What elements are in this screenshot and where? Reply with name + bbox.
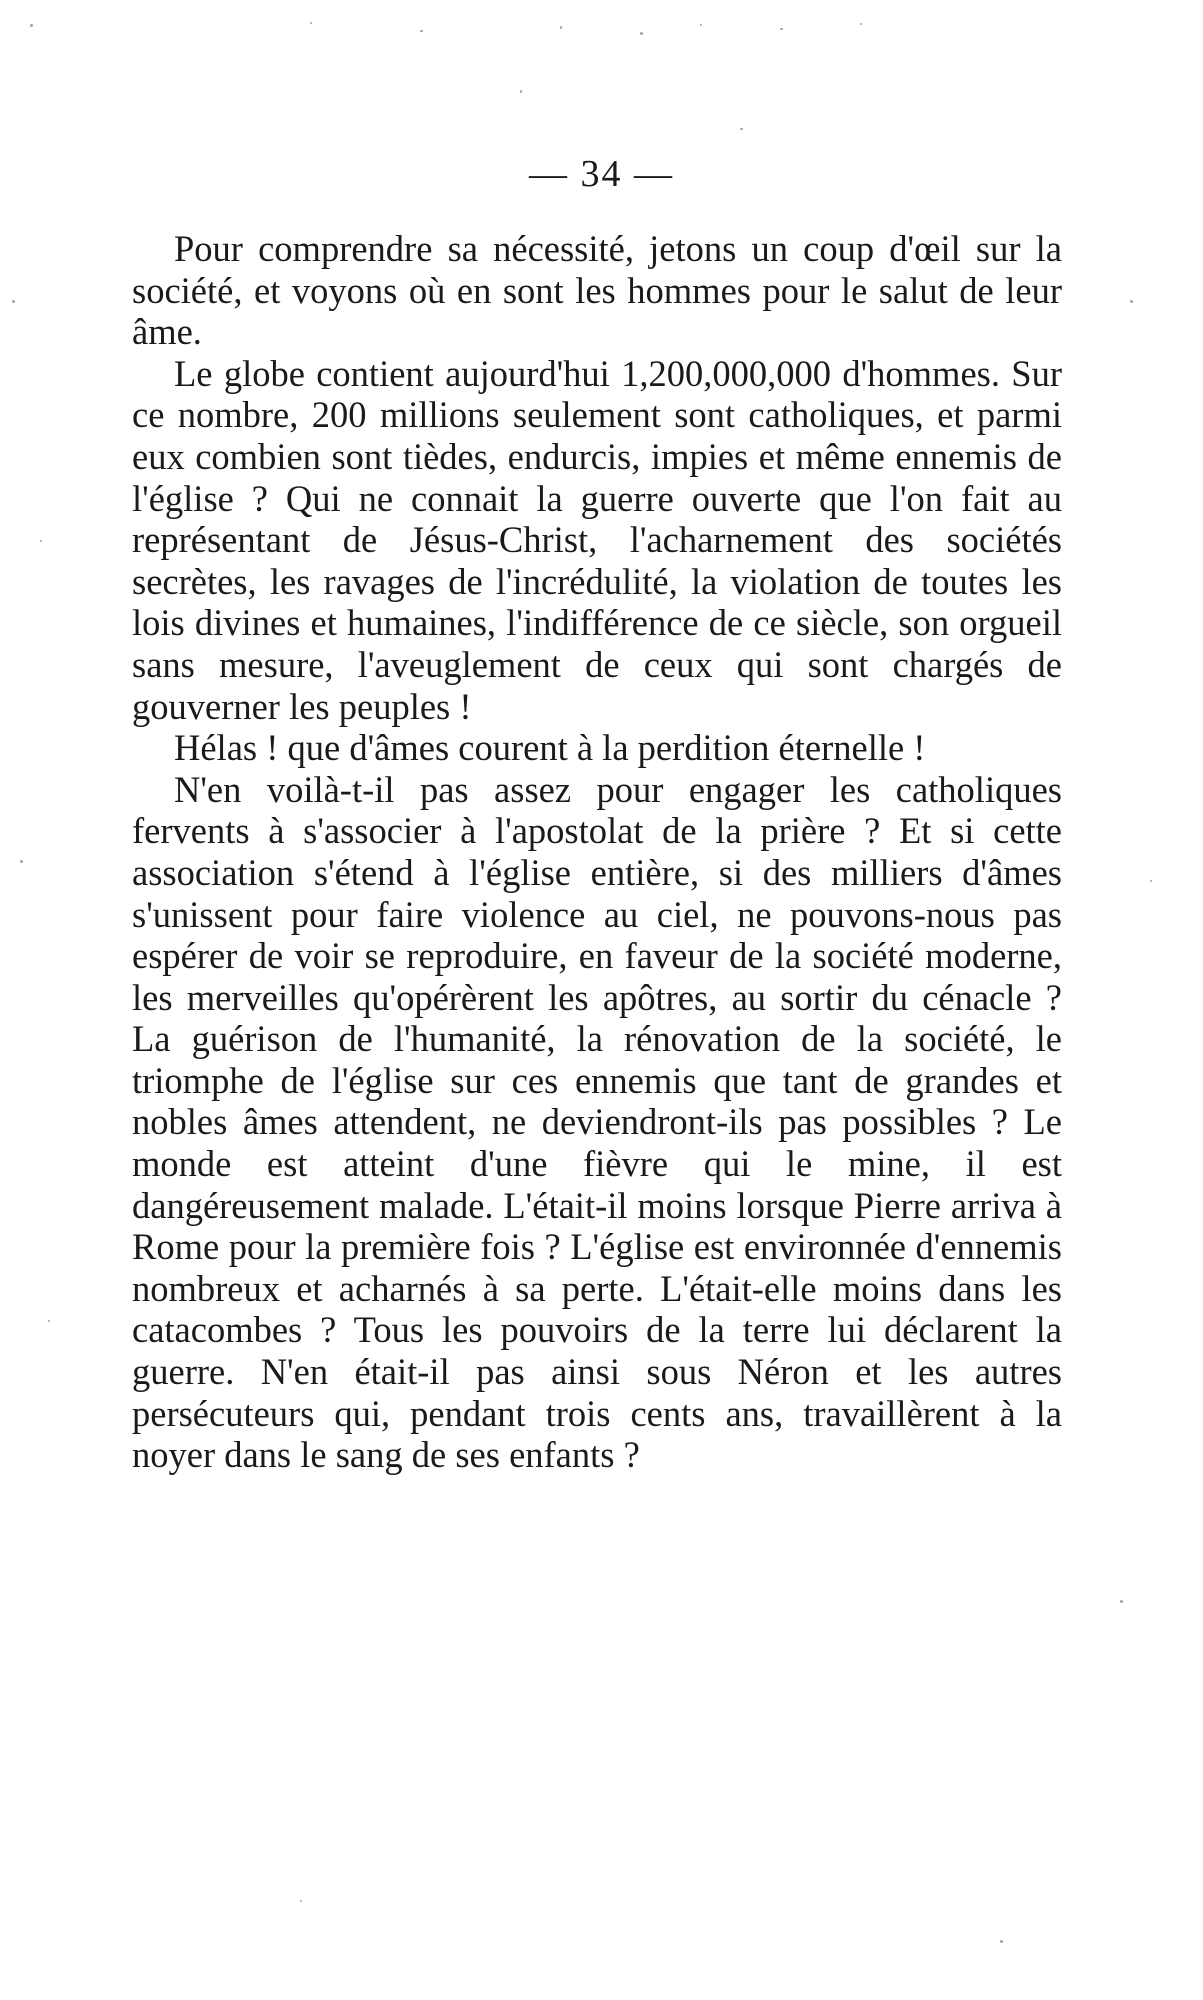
speck bbox=[780, 28, 783, 30]
speck bbox=[860, 23, 862, 25]
top-print-noise bbox=[0, 18, 1203, 48]
body-text bbox=[132, 228, 1062, 1476]
speck bbox=[310, 22, 312, 24]
speck bbox=[20, 860, 23, 863]
speck bbox=[740, 128, 743, 130]
speck bbox=[12, 300, 15, 303]
speck bbox=[1150, 880, 1152, 882]
speck bbox=[30, 24, 33, 27]
speck bbox=[1120, 1600, 1123, 1603]
paragraph: Hélas ! que d'âmes courent à la perdition éternelle ! bbox=[174, 727, 926, 769]
speck bbox=[700, 24, 702, 26]
speck bbox=[560, 26, 562, 29]
speck bbox=[420, 30, 423, 32]
speck bbox=[1000, 1940, 1003, 1943]
paragraph: Le globe contient aujourd'hui 1,200,000,000 d'hommes. Sur ce nombre, 200 millions seulement sont catholiques, et parmi eux combien sont tièdes, endurcis, impies et même ennemis de l'église ? Qui ne connait la guerre ouverte que l'on fait au représentant de Jésus-Christ, l'acharnement des sociétés secrètes, les ravages de l'incrédulité, la violation de toutes les lois divines et humaines, l'indifférence de ce siècle, son orgueil sans mesure, l'aveuglement de ceux qui sont chargés de gouverner les peuples ! bbox=[132, 352, 1062, 727]
page-number: — 34 — bbox=[529, 153, 674, 195]
speck bbox=[640, 32, 643, 35]
speck bbox=[48, 1320, 50, 1322]
paragraph: N'en voilà-t-il pas assez pour engager les catholiques fervents à s'associer à l'apostolat de la prière ? Et si cette association s'étend à l'église entière, si des milliers d'âmes s'unissent pour faire violence au ciel, ne pouvons-nous pas espérer de voir se reproduire, en faveur de la société moderne, les merveilles qu'opérèrent les apôtres, au sortir du cénacle ? La guérison de l'humanité, la rénovation de la société, le triomphe de l'église sur ces ennemis que tant de grandes et nobles âmes attendent, ne deviendront-ils pas possibles ? Le monde est atteint d'une fièvre qui le mine, il est dangéreusement malade. L'était-il moins lorsque Pierre arriva à Rome pour la première fois ? L'église est environnée d'ennemis nombreux et acharnés à sa perte. L'était-elle moins dans les catacombes ? Tous les pouvoirs de la terre lui déclarent la guerre. N'en était-il pas ainsi sous Néron et les autres persécuteurs qui, pendant trois cents ans, travaillèrent à la noyer dans le sang de ses enfants ? bbox=[132, 768, 1062, 1476]
speck bbox=[520, 90, 522, 93]
speck bbox=[1130, 300, 1133, 303]
speck bbox=[40, 540, 42, 542]
paragraph: Pour comprendre sa nécessité, jetons un coup d'œil sur la société, et voyons où en sont les hommes pour le salut de leur âme. bbox=[132, 228, 1062, 353]
speck bbox=[300, 1900, 302, 1902]
